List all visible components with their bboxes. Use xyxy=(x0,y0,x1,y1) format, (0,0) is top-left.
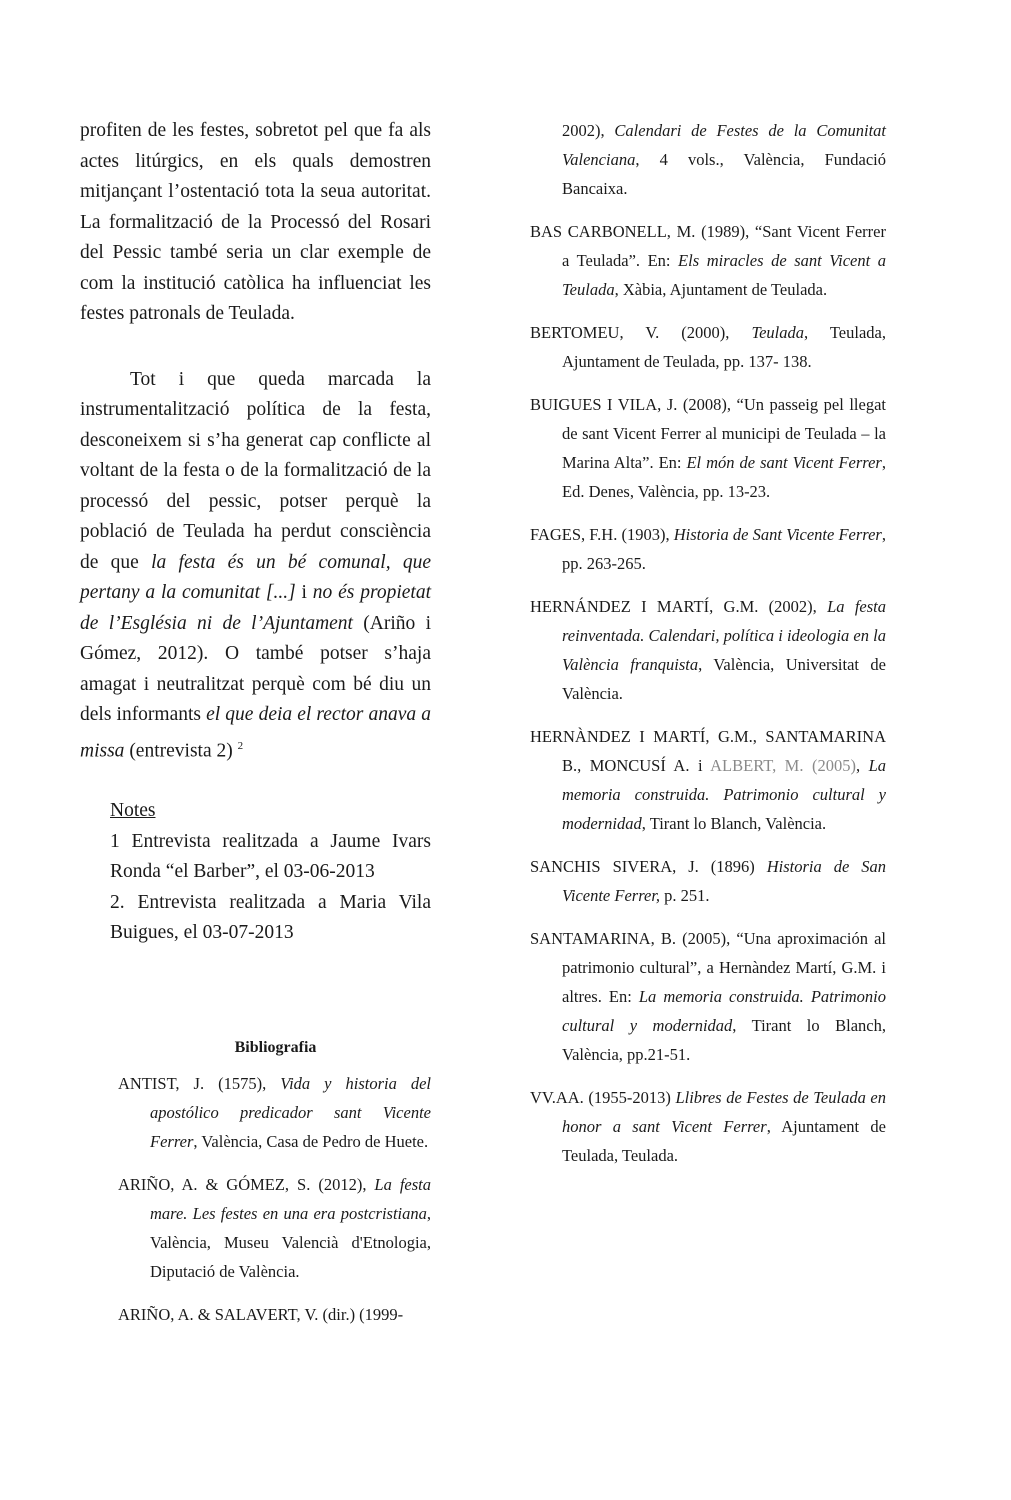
reference-entry: HERNÁNDEZ I MARTÍ, G.M. (2002), La festa reinventada. Calendari, política i ideologia en la València franquista, València, Universitat de València. xyxy=(530,597,886,703)
reference-entry: FAGES, F.H. (1903), Historia de Sant Vicente Ferrer, pp. 263-265. xyxy=(530,525,886,573)
reference-continuation: 2002), Calendari de Festes de la Comunitat Valenciana, 4 vols., València, Fundació Bancaixa. xyxy=(562,121,886,198)
reference-entry: SANCHIS SIVERA, J. (1896) Historia de San Vicente Ferrer, p. 251. xyxy=(530,857,886,905)
left-column xyxy=(80,116,431,1343)
reference-entry: HERNÀNDEZ I MARTÍ, G.M., SANTAMARINA B., MONCUSÍ A. i ALBERT, M. (2005), La memoria construida. Patrimonio cultural y modernidad, Tirant lo Blanch, València. xyxy=(530,727,887,833)
reference-entry: BAS CARBONELL, M. (1989), “Sant Vicent Ferrer a Teulada”. En: Els miracles de sant Vicent a Teulada, Xàbia, Ajuntament de Teulada. xyxy=(530,222,886,299)
reference-entry: ARIÑO, A. & GÓMEZ, S. (2012), La festa mare. Les festes en una era postcristiana, València, Museu Valencià d'Etnologia, Diputació de València. xyxy=(118,1174,431,1281)
note-1: 1 Entrevista realitzada a Jaume Ivars Ronda “el Barber”, el 03-06-2013 xyxy=(110,830,431,882)
note-2: 2. Entrevista realitzada a Maria Vila Buigues, el 03-07-2013 xyxy=(110,891,431,943)
right-column xyxy=(530,116,886,1184)
reference-entry: SANTAMARINA, B. (2005), “Una aproximación al patrimonio cultural”, a Hernàndez Martí, G.M. i altres. En: La memoria construida. Patrimonio cultural y modernidad, Tirant lo Blanch, València, pp.21-51. xyxy=(530,929,886,1064)
paragraph-1: profiten de les festes, sobretot pel que fa als actes litúrgics, en els quals demostren mitjançant l’ostentació tota la seua autoritat. La formalització de la Processó del Rosari del Pessic també seria un clar exemple de com la institució catòlica ha influenciat les festes patronals de Teulada. xyxy=(80,120,431,324)
reference-entry: ANTIST, J. (1575), Vida y historia del apostólico predicador sant Vicente Ferrer, València, Casa de Pedro de Huete. xyxy=(118,1073,431,1151)
notes-title: Notes xyxy=(110,799,156,821)
bibliography-title: Bibliografia xyxy=(234,1038,317,1056)
reference-entry: ARIÑO, A. & SALAVERT, V. (dir.) (1999- xyxy=(118,1304,404,1324)
footnote-ref: 2 xyxy=(237,739,244,752)
paragraph-2: Tot i que queda marcada la instrumentalització política de la festa, desconeixem si s’ha generat cap conflicte al voltant de la festa o de la formalització de la processó del pessic, potser perquè la població de Teulada ha perdut consciència de que la festa és un bé comunal, que pertany a la comunitat [...] i no és propietat de l’Església ni de l’Ajuntament (Ariño i Gómez, 2012). O també potser s’haja amagat i neutralitzat perquè com bé diu un dels informants el que deia el rector anava a missa (entrevista 2) $^2$ xyxy=(80,368,431,761)
reference-entry: BUIGUES I VILA, J. (2008), “Un passeig pel llegat de sant Vicent Ferrer al municipi de Teulada – la Marina Alta”. En: El món de sant Vicent Ferrer, Ed. Denes, València, pp. 13-23. xyxy=(530,395,886,501)
notes-section xyxy=(110,795,431,949)
reference-entry: VV.AA. (1955-2013) Llibres de Festes de Teulada en honor a sant Vicent Ferrer, Ajuntament de Teulada, Teulada. xyxy=(530,1088,886,1165)
reference-entry: BERTOMEU, V. (2000), Teulada, Teulada, Ajuntament de Teulada, pp. 137- 138. xyxy=(530,323,886,371)
